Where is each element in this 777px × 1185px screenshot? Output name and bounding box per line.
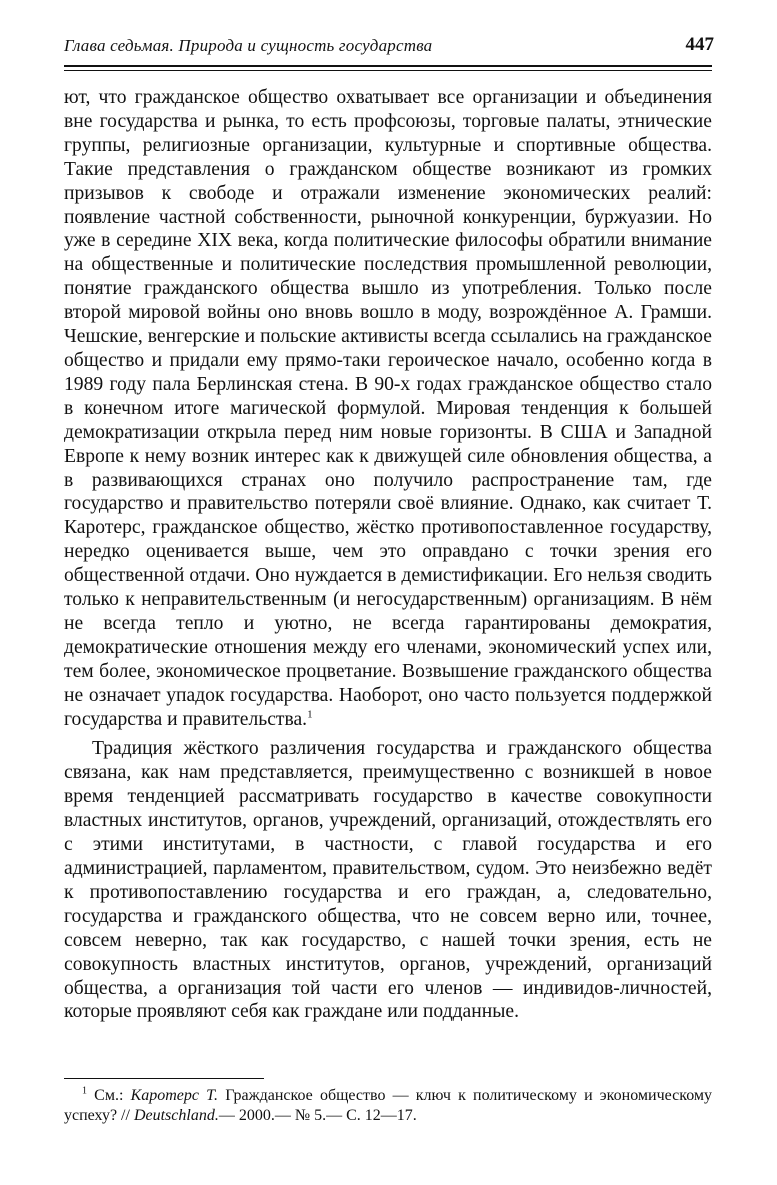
footnote: [64, 1086, 712, 1126]
footnote-separator: [64, 1078, 264, 1079]
running-title: Глава седьмая. Природа и сущность государства: [64, 36, 433, 55]
paragraph-2-text: Традиция жёсткого различения государства и гражданского общества связана, как нам представляется, преимущественно с возникшей в новое время тенденцией рассматривать государство в качестве совокупности властных институтов, органов, учреждений, организаций, отождествлять его с этими институтами, в частности, с главой государства и его администрацией, парламентом, правительством, судом. Это неизбежно ведёт к противопоставлению государства и его граждан, а, следовательно, государства и гражданского общества, что не совсем верно или, точнее, совсем неверно, так как государство, с нашей точки зрения, есть не совокупность властных институтов, органов, учреждений, организаций общества, а организация той части его членов — индивидов-личностей, которые проявляют себя как граждане или подданные.: [64, 738, 712, 1023]
header-rule-bottom: [64, 70, 712, 71]
footnote-details: — 2000.— № 5.— С. 12—17.: [218, 1107, 417, 1124]
footnote-reference[interactable]: 1: [307, 708, 313, 721]
paragraph-1: [64, 86, 712, 731]
page-number: 447: [685, 34, 714, 55]
body-text: [64, 86, 712, 1024]
header-rule-top: [64, 65, 712, 67]
footnote-mark: 1: [82, 1085, 87, 1097]
footnote-title: Гражданское общество — ключ к политическому и экономическому успеху? //: [64, 1087, 713, 1124]
paragraph-1-text: ют, что гражданское общество охватывает все организации и объединения вне государства и рынка, то есть профсоюзы, торговые палаты, этнические группы, религиозные организации, культурные и спортивные общества. Такие представления о гражданском обществе возникают из громких призывов к свободе и отражали изменение экономических реалий: появление частной собственности, рыночной конкуренции, буржуазии. Но уже в середине XIX века, когда политические философы обратили внимание на общественные и политические последствия промышленной революции, понятие гражданского общества вышло из употребления. Только после второй мировой войны оно вновь вошло в моду, возрождённое А. Грамши. Чешские, венгерские и польские активисты всегда ссылались на гражданское общество и придали ему прямо-таки героическое начало, особенно когда в 1989 году пала Берлинская стена. В 90-х годах гражданское общество стало в конечном итоге магической формулой. Мировая тенденция к большей демократизации открыла перед ним новые горизонты. В США и Западной Европе к нему возник интерес как к движущей силе обновления общества, а в развивающихся странах оно получило распространение там, где государство и правительство потеряли своё влияние. Однако, как считает Т. Каротерс, гражданское общество, жёстко противопоставленное государству, нередко оценивается выше, чем это оправдано с точки зрения его общественной отдачи. Оно нуждается в демистификации. Его нельзя сводить только к неправительственным (и негосударственным) организациям. В нём не всегда тепло и уютно, не всегда гарантированы демократия, демократические отношения между его членами, экономический успех или, тем более, экономическое процветание. Возвышение гражданского общества не означает упадок государства. Наоборот, оно часто пользуется поддержкой государства и правительства.: [64, 87, 712, 730]
footnote-author: Каротерс Т.: [130, 1087, 219, 1104]
footnote-prefix: См.:: [94, 1087, 124, 1104]
page-header: [64, 34, 714, 60]
footnote-journal: Deutschland.: [133, 1107, 219, 1124]
paragraph-2: [64, 737, 712, 1024]
